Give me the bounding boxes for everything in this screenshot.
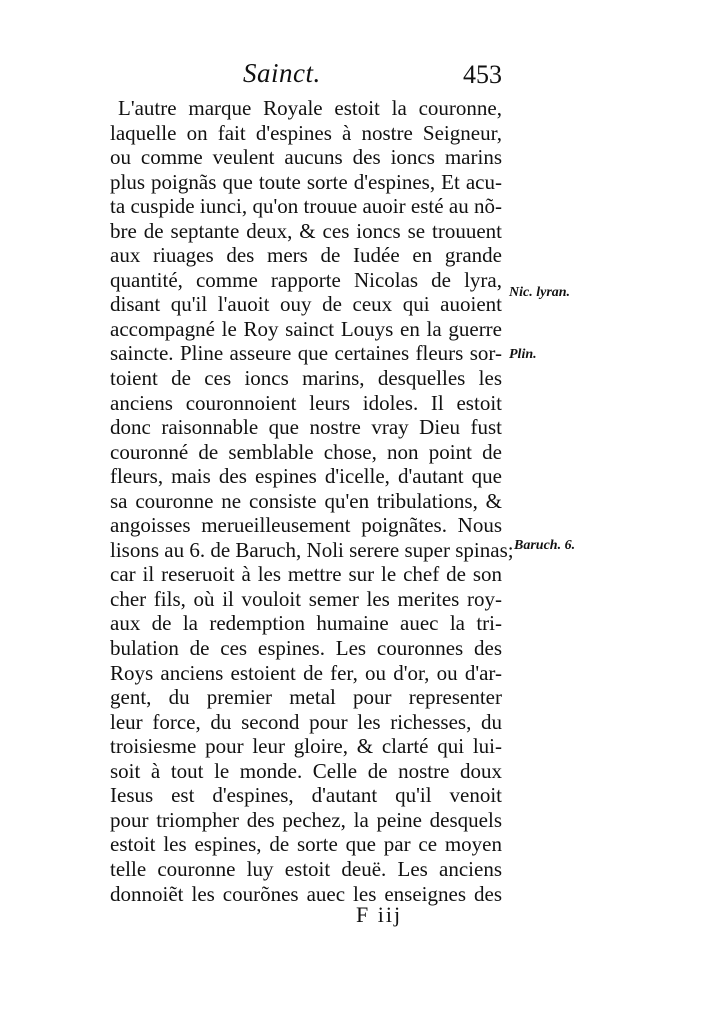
running-header: Sainct. — [243, 58, 321, 88]
margin-note-plin: Plin. — [509, 347, 537, 362]
text-line: bre de septante deux, & ces ioncs se trouuent — [110, 218, 502, 243]
margin-note-baruch: Baruch. 6. — [514, 538, 576, 553]
text-line: saincte. Pline asseure que certaines fleurs sor- — [110, 341, 502, 366]
text-line: laquelle on fait d'espines à nostre Seigneur, — [110, 120, 502, 145]
page-number: 453 — [463, 60, 502, 89]
text-line: gent, du premier metal pour representer — [110, 685, 502, 710]
text-line: car il reseruoit à les mettre sur le chef de son — [110, 562, 502, 587]
text-line: donnoiẽt les courõnes auec les enseignes des — [110, 881, 502, 906]
signature-mark: F iij — [356, 902, 403, 927]
text-line: fleurs, mais des espines d'icelle, d'autant que — [110, 464, 502, 489]
margin-note-nic-lyran: Nic. lyran. — [509, 285, 571, 300]
text-line: pour triompher des pechez, la peine desquels — [110, 807, 502, 832]
text-line: accompagné le Roy sainct Louys en la guerre — [110, 316, 502, 341]
text-line: anciens couronnoient leurs idoles. Il estoit — [110, 390, 502, 415]
text-line: cher fils, où il vouloit semer les merites roy- — [110, 586, 502, 611]
text-line: couronné de semblable chose, non point de — [110, 439, 502, 464]
body-text — [110, 96, 514, 906]
text-line: aux de la redemption humaine auec la tri- — [110, 611, 502, 636]
text-line: plus poignãs que toute sorte d'espines, Et acu- — [110, 169, 502, 194]
text-line: aux riuages des mers de Iudée en grande — [110, 243, 502, 268]
text-line: ta cuspide iunci, qu'on trouue auoir esté au nõ- — [110, 194, 502, 219]
text-line: bulation de ces espines. Les couronnes des — [110, 636, 502, 661]
text-line: toient de ces ioncs marins, desquelles les — [110, 366, 502, 391]
text-line: ou comme veulent aucuns des ioncs marins — [110, 145, 502, 170]
text-line: soit à tout le monde. Celle de nostre doux — [110, 758, 502, 783]
text-line: angoisses merueilleusement poignãtes. Nous — [110, 513, 502, 538]
text-line: lisons au 6. de Baruch, Noli serere super spinas; — [110, 537, 514, 562]
text-line: leur force, du second pour les richesses, du — [110, 709, 502, 734]
text-line: sa couronne ne consiste qu'en tribulations, & — [110, 488, 502, 513]
text-line: disant qu'il l'auoit ouy de ceux qui auoient — [110, 292, 502, 317]
text-line: quantité, comme rapporte Nicolas de lyra, — [110, 267, 502, 292]
text-line: troisiesme pour leur gloire, & clarté qui lui- — [110, 734, 502, 759]
text-line: donc raisonnable que nostre vray Dieu fust — [110, 415, 502, 440]
text-line: Roys anciens estoient de fer, ou d'or, ou d'ar- — [110, 660, 502, 685]
text-line: L'autre marque Royale estoit la couronne, — [118, 96, 502, 120]
text-line: estoit les espines, de sorte que par ce moyen — [110, 832, 502, 857]
text-line: telle couronne luy estoit deuë. Les anciens — [110, 856, 502, 881]
text-line: Iesus est d'espines, d'autant qu'il venoit — [110, 783, 502, 808]
